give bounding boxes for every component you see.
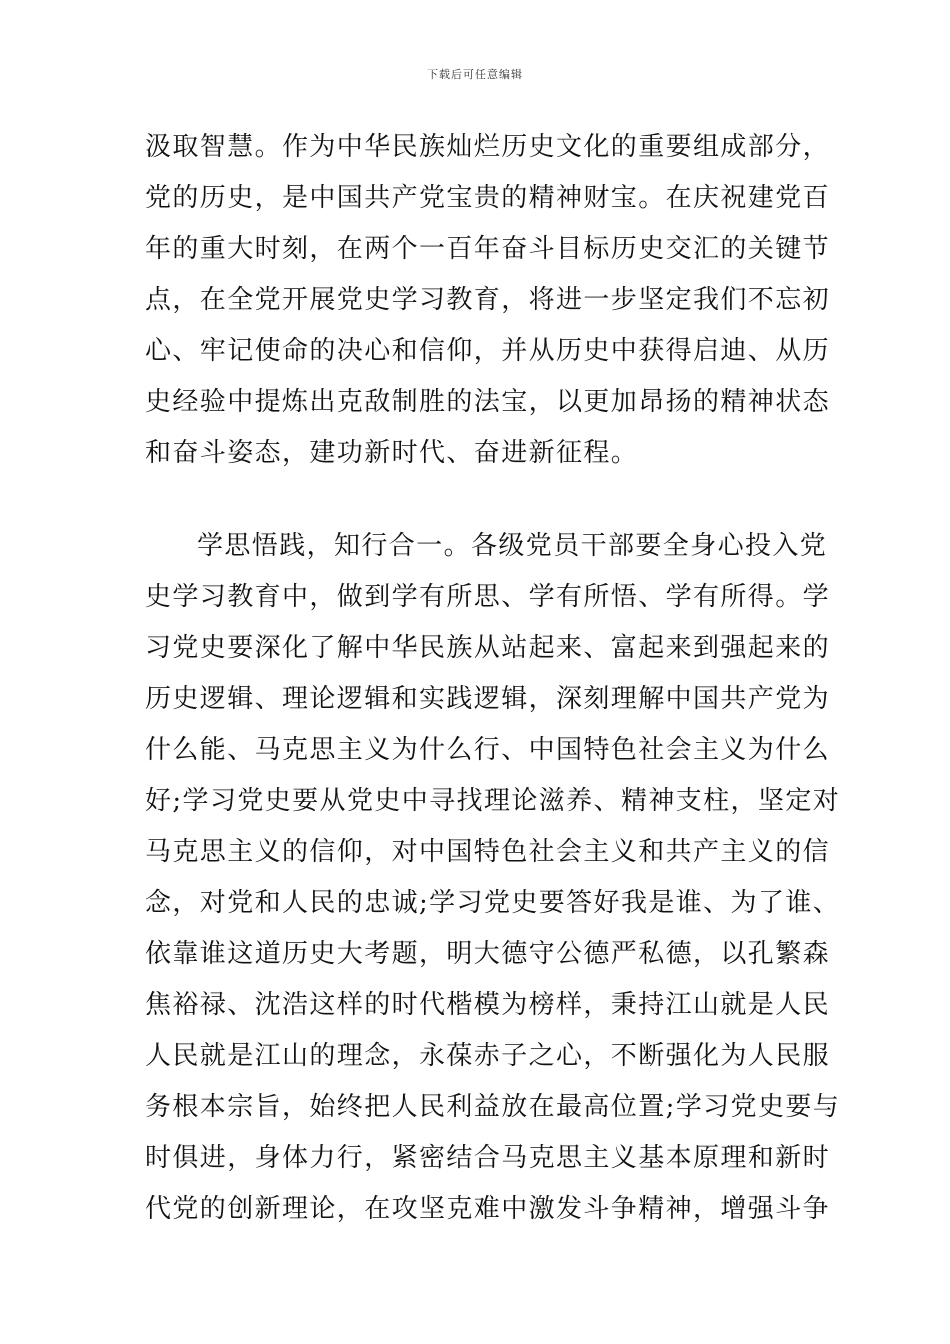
paragraph-line: 马克思主义的信仰，对中国特色社会主义和共产主义的信: [145, 837, 831, 867]
paragraph-2: [145, 521, 841, 1235]
paragraph-line: 好;学习党史要从党史中寻找理论滋养、精神支柱，坚定对: [145, 786, 841, 816]
paragraph-line-indented: 学思悟践，知行合一。各级党员干部要全身心投入党: [197, 531, 828, 561]
paragraph-line: 代党的创新理论，在攻坚克难中激发斗争精神，增强斗争: [145, 1194, 831, 1224]
paragraph-1: [145, 122, 831, 479]
paragraph-line: 习党史要深化了解中华民族从站起来、富起来到强起来的: [145, 633, 831, 663]
paragraph-line: 务根本宗旨，始终把人民利益放在最高位置;学习党史要与: [145, 1092, 841, 1122]
header-note: 下载后可任意编辑: [427, 68, 523, 81]
paragraph-line: 史学习教育中，做到学有所思、学有所悟、学有所得。学: [145, 582, 831, 612]
paragraph-line: 党的历史，是中国共产党宝贵的精神财宝。在庆祝建党百: [145, 183, 831, 213]
paragraph-line: 和奋斗姿态，建功新时代、奋进新征程。: [145, 438, 639, 468]
paragraph-line: 人民就是江山的理念，永葆赤子之心，不断强化为人民服: [145, 1041, 831, 1071]
paragraph-line: 焦裕禄、沈浩这样的时代楷模为榜样，秉持江山就是人民: [145, 990, 831, 1020]
paragraph-line: 史经验中提炼出克敌制胜的法宝，以更加昂扬的精神状态: [145, 387, 831, 417]
paragraph-line: 依靠谁这道历史大考题，明大德守公德严私德，以孔繁森: [145, 939, 831, 969]
paragraph-line: 念，对党和人民的忠诚;学习党史要答好我是谁、为了谁、: [145, 888, 841, 918]
paragraph-line: 汲取智慧。作为中华民族灿烂历史文化的重要组成部分，: [145, 132, 831, 162]
paragraph-line: 心、牢记使命的决心和信仰，并从历史中获得启迪、从历: [145, 336, 831, 366]
paragraph-line: 时俱进，身体力行，紧密结合马克思主义基本原理和新时: [145, 1143, 831, 1173]
paragraph-line: 历史逻辑、理论逻辑和实践逻辑，深刻理解中国共产党为: [145, 684, 831, 714]
paragraph-line: 年的重大时刻，在两个一百年奋斗目标历史交汇的关键节: [145, 234, 831, 264]
paragraph-line: 点，在全党开展党史学习教育，将进一步坚定我们不忘初: [145, 285, 831, 315]
paragraph-line: 什么能、马克思主义为什么行、中国特色社会主义为什么: [145, 735, 831, 765]
